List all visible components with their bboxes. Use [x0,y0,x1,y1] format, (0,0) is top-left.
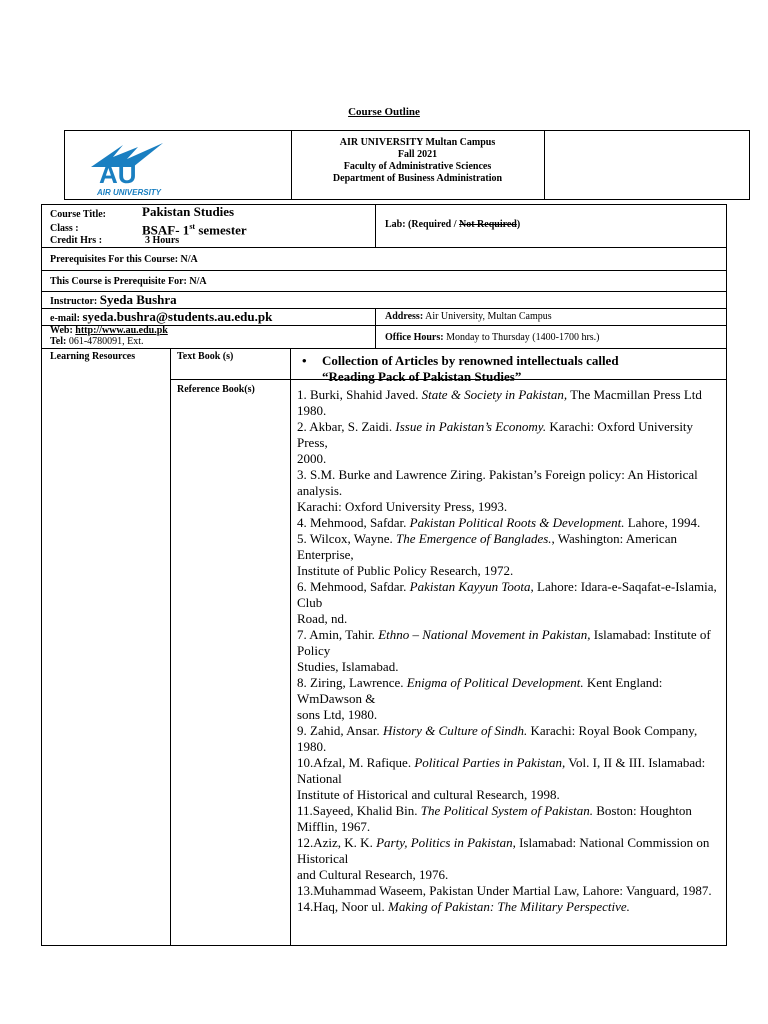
department: Department of Business Administration [332,173,503,184]
credit-hours-value: 3 Hours [145,235,180,246]
reference-book-label: Reference Book(s) [177,384,255,395]
reference-item: Institute of Historical and cultural Research, 1998. [297,787,560,802]
reference-item: 5. Wilcox, Wayne. The Emergence of Banglades., Washington: American Enterprise, [297,531,677,562]
reference-item: 3. S.M. Burke and Lawrence Ziring. Pakistan’s Foreign policy: An Historical analysis. [297,467,698,498]
reference-list [297,387,722,915]
header-box [64,130,750,200]
reference-item: 1. Burki, Shahid Javed. State & Society in Pakistan, The Macmillan Press Ltd 1980. [297,387,702,418]
class-label: Class : [50,223,79,234]
reference-item: 4. Mehmood, Safdar. Pakistan Political Roots & Development. Lahore, 1994. [297,515,701,530]
reference-item: Institute of Public Policy Research, 1972. [297,563,514,578]
prerequisites: Prerequisites For this Course: N/A [50,254,198,265]
lab-requirement: Lab: (Required / Not Required) [385,219,521,230]
reference-item: 8. Ziring, Lawrence. Enigma of Political Development. Kent England: WmDawson & [297,675,663,706]
text-book-label: Text Book (s) [177,351,234,362]
email: e-mail: syeda.bushra@students.au.edu.pk [50,309,273,324]
document-title: Course Outline [348,106,420,118]
air-university-logo [83,137,173,197]
reference-item: 10.Afzal, M. Rafique. Political Parties in Pakistan, Vol. I, II & III. Islamabad: National [297,755,706,786]
website-link[interactable]: http://www.au.edu.pk [75,325,168,336]
reference-item: and Cultural Research, 1976. [297,867,449,882]
instructor: Instructor: Syeda Bushra [50,292,177,307]
reference-item: 12.Aziz, K. K. Party, Politics in Pakistan, Islamabad: National Commission on Historical [297,835,710,866]
bullet-icon: • [302,353,307,368]
reference-item: 2000. [297,451,327,466]
web: Web: http://www.au.edu.pk [50,325,168,336]
reference-item: Road, nd. [297,611,348,626]
telephone: Tel: 061-4780091, Ext. [50,336,144,347]
reference-item: 2. Akbar, S. Zaidi. Issue in Pakistan’s Economy. Karachi: Oxford University Press, [297,419,694,450]
reference-item: sons Ltd, 1980. [297,707,378,722]
svg-text:AIR UNIVERSITY: AIR UNIVERSITY [97,188,162,197]
reference-item: 14.Haq, Noor ul. Making of Pakistan: The Military Perspective. [297,899,630,914]
credit-hours-label: Credit Hrs : [50,235,103,246]
reference-item: Studies, Islamabad. [297,659,399,674]
reference-item: 13.Muhammad Waseem, Pakistan Under Martial Law, Lahore: Vanguard, 1987. [297,883,712,898]
course-outline-table [41,204,727,946]
address: Address: Air University, Multan Campus [385,311,552,322]
logo-cell [65,131,292,199]
faculty: Faculty of Administrative Sciences [343,161,492,172]
term: Fall 2021 [397,149,438,160]
text-book-entry: • Collection of Articles by renowned intellectuals called “Reading Pack of Pakistan Studies” [302,353,619,384]
university-name: AIR UNIVERSITY Multan Campus [339,137,496,148]
learning-resources-label: Learning Resources [50,351,136,362]
svg-text:AU: AU [99,159,137,189]
office-hours: Office Hours: Monday to Thursday (1400-1700 hrs.) [385,332,600,343]
reference-item: 7. Amin, Tahir. Ethno – National Movement in Pakistan, Islamabad: Institute of Policy [297,627,711,658]
course-title-value: Pakistan Studies [142,204,235,219]
course-title-label: Course Title: [50,209,107,220]
reference-item: 9. Zahid, Ansar. History & Culture of Sindh. Karachi: Royal Book Company, 1980. [297,723,698,754]
class-value: BSAF- 1st semester [142,222,247,238]
reference-item: 11.Sayeed, Khalid Bin. The Political System of Pakistan. Boston: Houghton Mifflin, 1967. [297,803,692,834]
institution-cell [291,131,545,199]
prerequisite-for: This Course is Prerequisite For: N/A [50,276,207,287]
reference-item: 6. Mehmood, Safdar. Pakistan Kayyun Toota, Lahore: Idara-e-Saqafat-e-Islamia, Club [297,579,717,610]
reference-item: Karachi: Oxford University Press, 1993. [297,499,508,514]
